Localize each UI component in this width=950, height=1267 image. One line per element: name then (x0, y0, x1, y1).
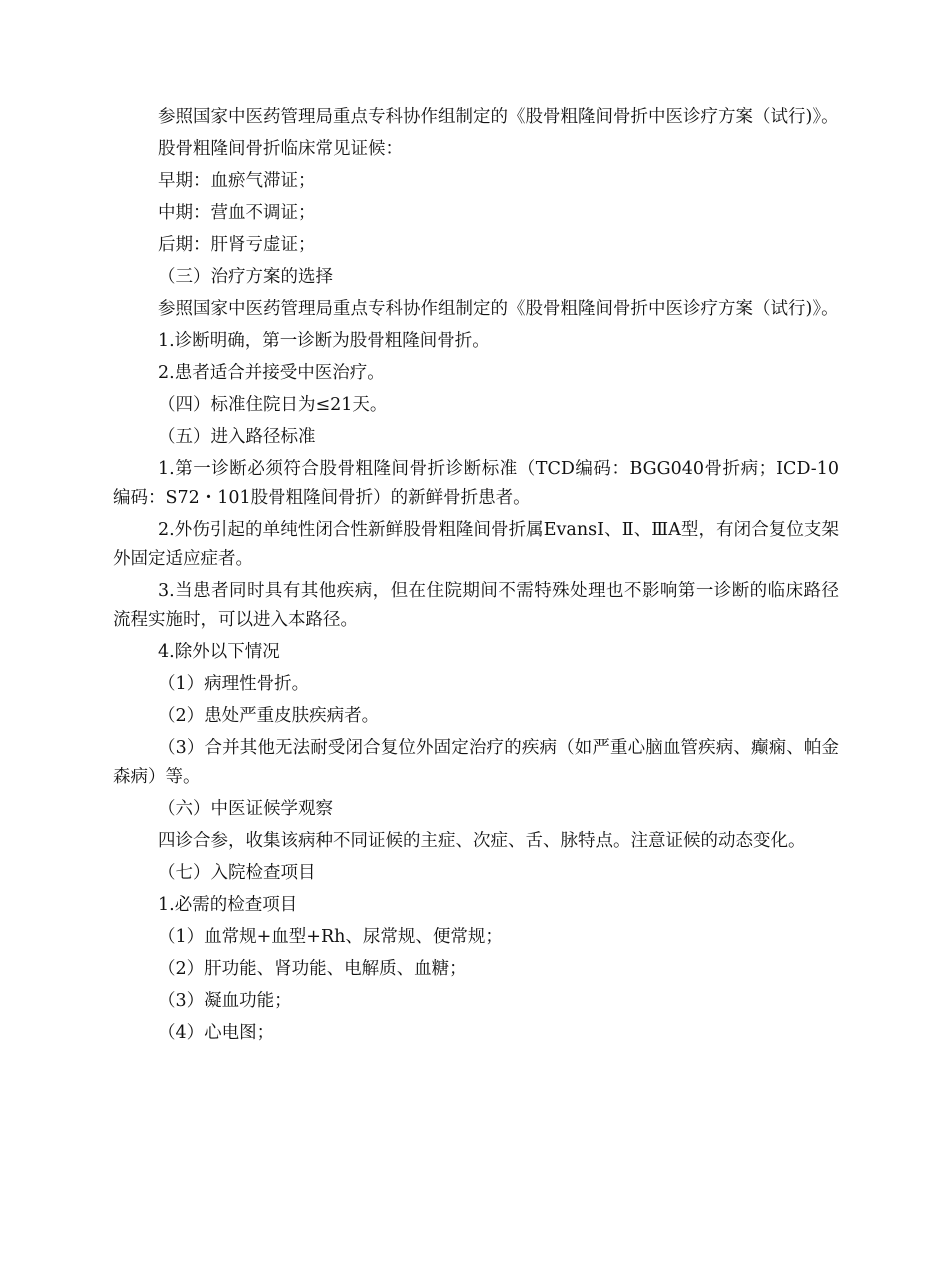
sub-list-item: （4）心电图； (158, 1023, 275, 1043)
section-heading-6: （六）中医证候学观察 (158, 799, 333, 819)
sub-list-item: （3）合并其他无法耐受闭合复位外固定治疗的疾病（如严重心脑血管疾病、癫痫、帕金森病）等。 (113, 738, 839, 787)
document-body (113, 103, 839, 1051)
sub-list-item: （1）血常规+血型+Rh、尿常规、便常规； (158, 927, 503, 947)
body-paragraph: 四诊合参，收集该病种不同证候的主症、次症、舌、脉特点。注意证候的动态变化。 (158, 831, 806, 851)
late-stage-item: 后期：肝肾亏虚证； (158, 235, 316, 255)
early-stage-item: 早期：血瘀气滞证； (158, 171, 316, 191)
list-item: 1.必需的检查项目 (158, 895, 298, 915)
list-item: 4.除外以下情况 (158, 642, 280, 662)
sub-list-item: （2）患处严重皮肤疾病者。 (158, 706, 380, 726)
section-heading-3: （三）治疗方案的选择 (158, 267, 333, 287)
syndrome-heading: 股骨粗隆间骨折临床常见证候： (158, 139, 403, 159)
section-heading-7: （七）入院检查项目 (158, 863, 316, 883)
list-item: 2.外伤引起的单纯性闭合性新鲜股骨粗隆间骨折属EvansⅠ、Ⅱ、ⅢA型，有闭合复位支架外固定适应症者。 (113, 520, 839, 569)
sub-list-item: （2）肝功能、肾功能、电解质、血糖； (158, 959, 467, 979)
sub-list-item: （1）病理性骨折。 (158, 674, 310, 694)
body-paragraph: 参照国家中医药管理局重点专科协作组制定的《股骨粗隆间骨折中医诊疗方案（试行)》。 (158, 107, 839, 127)
section-heading-4: （四）标准住院日为≤21天。 (158, 395, 388, 415)
body-paragraph: 参照国家中医药管理局重点专科协作组制定的《股骨粗隆间骨折中医诊疗方案（试行)》。 (158, 299, 839, 319)
list-item: 1.诊断明确，第一诊断为股骨粗隆间骨折。 (158, 331, 490, 351)
sub-list-item: （3）凝血功能； (158, 991, 292, 1011)
middle-stage-item: 中期：营血不调证； (158, 203, 316, 223)
section-heading-5: （五）进入路径标准 (158, 427, 316, 447)
list-item: 2.患者适合并接受中医治疗。 (158, 363, 385, 383)
list-item: 1.第一诊断必须符合股骨粗隆间骨折诊断标准（TCD编码：BGG040骨折病；ICD-10编码：S72・101股骨粗隆间骨折）的新鲜骨折患者。 (113, 459, 839, 508)
list-item: 3.当患者同时具有其他疾病，但在住院期间不需特殊处理也不影响第一诊断的临床路径流程实施时，可以进入本路径。 (113, 581, 839, 630)
